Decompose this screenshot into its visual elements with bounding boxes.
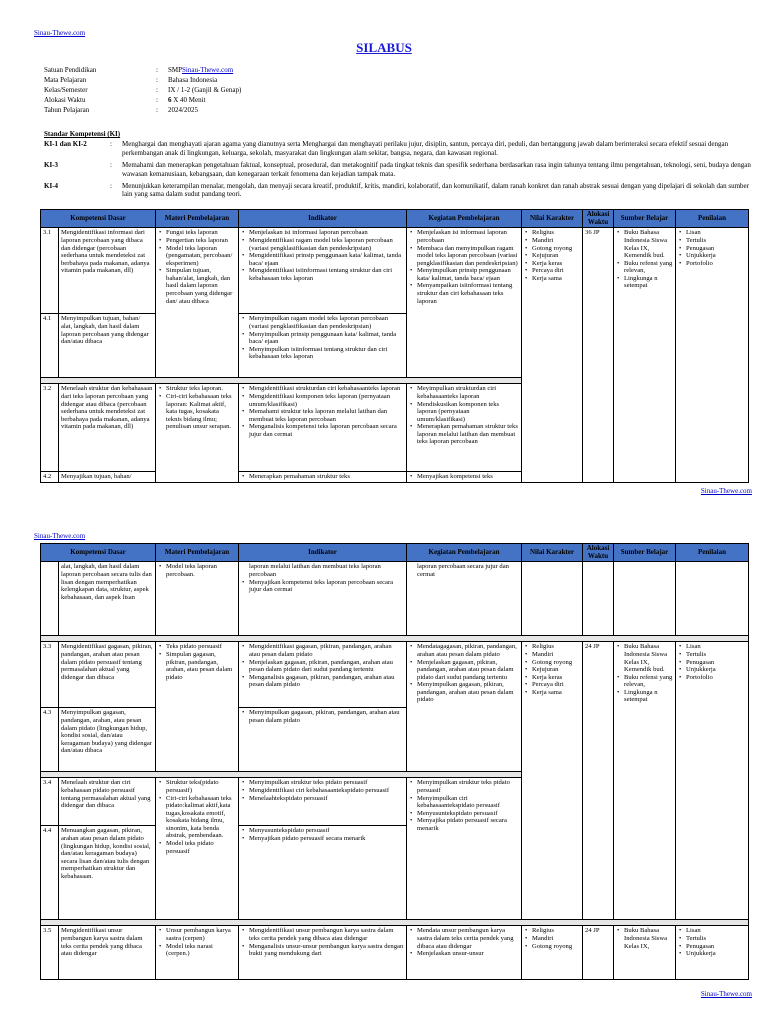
- list-item: • Menyimpulkan prinsip penggunaan kata/ kalimat, tanda baca/ ejaan: [241, 331, 404, 346]
- list-item: • Ciri-ciri kebahasaan teks pidato:kalimat aktif,kata tugas,kosakata emotif, kosakata bidang ilmu, sinonim, kata benda abstrak, pembendaan.: [158, 795, 236, 840]
- list-item: • Mengidentifikasi isiinformasi tentang struktur dan ciri kebahasaan teks laporan: [241, 267, 404, 282]
- list-item: • Unsur pembangun karya sastra (cerpen): [158, 927, 236, 942]
- table-cell: [239, 314, 407, 378]
- bullet-list: [524, 643, 580, 696]
- column-header: Kompetensi Dasar: [41, 544, 156, 562]
- list-item: • Menyampaikan isiinformasi tentang struktur dan ciri kebahasaan teks laporan: [409, 282, 519, 305]
- table-cell: 4.4: [41, 826, 59, 920]
- table-cell: 3.4: [41, 778, 59, 826]
- list-item: • Tertulis: [678, 237, 746, 245]
- table-cell: [676, 562, 749, 636]
- site-link-top[interactable]: Sinau-Thewe.com: [34, 29, 86, 37]
- table-cell: [239, 384, 407, 472]
- table-cell: [676, 642, 749, 920]
- list-item: • Menyimpulkan isiinformasi tentang struktur dan ciri kebahasaan teks laporan: [241, 346, 404, 361]
- list-item: • Tertulis: [678, 935, 746, 943]
- list-item: • Menyajika pidato persuasif secara menarik: [409, 817, 519, 832]
- list-item: • Kerja keras: [524, 260, 580, 268]
- list-item: • Simpulan gagasan, pikiran, pandangan, arahan, atau pesan dalam pidato: [158, 651, 236, 681]
- bullet-list: [158, 643, 236, 681]
- bullet-list: [524, 229, 580, 282]
- column-header: Nilai Karakter: [522, 210, 583, 228]
- list-item: • Menyimpulkan gagasan, pikiran, pandangan, arahan atau pesan dalam pidato: [409, 681, 519, 704]
- list-item: • Unjukkerja: [678, 252, 746, 260]
- school-value: SMPSinau-Thewe.com: [168, 66, 234, 74]
- bullet-list: [241, 315, 404, 360]
- list-item: • Menjelaskan gagasan, pikiran, pandangan, arahan atau pesan dalam pidato dari sudut pandang tertentu: [409, 659, 519, 682]
- kd-text: Mengidentifikasi gagasan, pikiran, pandangan, arahan atau pesan dalam pidato persuasif tentang permasalahan aktual yang didengar dan dibaca: [59, 642, 156, 708]
- bullet-list: [616, 229, 673, 290]
- table-cell: • Menerapkan pemahaman struktur teks: [239, 472, 407, 483]
- list-item: • Mengidentifikasi strukturdan ciri kebahasaanteks laporan: [241, 385, 404, 393]
- table-cell: laporan melalui latihan dan membuat teks laporan percobaan • Menyajikan kompetensi teks laporan percobaan secara jujur dan cermat: [239, 562, 407, 636]
- list-item: • Unjukkerja: [678, 666, 746, 674]
- identity-row: Tahun Pelajaran : 2024/2025: [44, 106, 198, 114]
- list-item: • Menyajikan pidato persuasif secara menarik: [241, 835, 404, 843]
- column-header: Penilaian: [676, 210, 749, 228]
- table-cell: [614, 228, 676, 483]
- list-item: • Menyimpulkan struktur teks pidato persuasif: [409, 779, 519, 794]
- list-item: • Menerapkan pemahaman struktur teks laporan melalui latihan dan membuat teks laporan percobaan: [409, 423, 519, 446]
- table-cell: [522, 926, 583, 980]
- list-item: • Kerja sama: [524, 275, 580, 283]
- table-cell: [239, 708, 407, 772]
- site-link-bottom[interactable]: Sinau-Thewe.com: [700, 487, 752, 495]
- column-header: Alokasi Waktu: [583, 544, 614, 562]
- column-header: Nilai Karakter: [522, 544, 583, 562]
- table-cell: [407, 926, 522, 980]
- bullet-list: [158, 385, 236, 430]
- list-item: • Menelaahtekspidato persuasif: [241, 795, 404, 803]
- bullet-list: [524, 927, 580, 950]
- table-cell: laporan percobaan secara jujur dan cermat: [407, 562, 522, 636]
- table-cell: [407, 642, 522, 772]
- list-item: • Portofolio: [678, 674, 746, 682]
- school-link[interactable]: Sinau-Thewe.com: [182, 66, 234, 74]
- list-item: • Simpulan tujuan, bahan/alat, langkah, dan hasil dalam laporan percobaan yang didengar dan/ atau dibaca: [158, 267, 236, 305]
- table-cell: [41, 562, 59, 636]
- list-item: • Unjukkerja: [678, 950, 746, 958]
- bullet-list: [678, 229, 746, 267]
- list-item: • Menyimpulkan ragam model teks laporan percobaan (variasi pengklasifikasian dan pendeskripsian): [241, 315, 404, 330]
- table-cell: [239, 228, 407, 314]
- list-item: • Buku Bahasa Indonesia Siswa Kelas IX, Kemendik bud.: [616, 643, 673, 673]
- bullet-list: [241, 709, 404, 724]
- list-item: • Buku Bahasa Indonesia Siswa Kelas IX,: [616, 927, 673, 950]
- list-item: • Lingkunga n setempat: [616, 275, 673, 290]
- column-header: Materi Pembelajaran: [156, 210, 239, 228]
- table-cell: [614, 562, 676, 636]
- bullet-list: [241, 579, 404, 594]
- list-item: • Mengidentifikasi ciri kebahasaantekspidato persuasif: [241, 787, 404, 795]
- column-header: Kegiatan Pembelajaran: [407, 544, 522, 562]
- list-item: • Mendatagagasan, pikiran, pandangan, arahan atau pesan dalam pidato: [409, 643, 519, 658]
- table-cell: [407, 384, 522, 472]
- bullet-list: [158, 229, 236, 305]
- bullet-list: [241, 827, 404, 842]
- list-item: • Model teks pidato persuasif: [158, 840, 236, 855]
- list-item: • Struktur teks(pidato persuasif): [158, 779, 236, 794]
- kd-text: Menelaah struktur dan ciri kebahasaan pidato persuasif tentang permasalahan aktual yang didengar dan dibaca: [59, 778, 156, 826]
- ki-row: KI-4 : Menunjukkan keterampilan menalar, mengolah, dan menyaji secara kreatif, produktif, kritis, mandiri, kolaboratif, dan komunikatif, dalam ranah konkret dan ranah abstrak sesuai dengan yang dipelajari di sekolah dan sumber lain yang sama dalam sudut pandang teori.: [44, 181, 749, 199]
- bullet-list: [409, 927, 519, 957]
- table-cell: [614, 642, 676, 920]
- identity-row: Alokasi Waktu : 6 X 40 Menit: [44, 96, 206, 104]
- list-item: • Model teks laporan (pengamatan, percobaan/ eksperimen): [158, 245, 236, 268]
- bullet-list: [241, 927, 404, 957]
- column-header: Sumber Belajar: [614, 544, 676, 562]
- ki-section: [44, 130, 752, 203]
- column-header: Kegiatan Pembelajaran: [407, 210, 522, 228]
- bullet-list: [241, 385, 404, 438]
- list-item: • Mengidentifikasi komponen teks laporan (pernyataan umum/klasifikasi): [241, 393, 404, 408]
- table-cell: [156, 926, 239, 980]
- list-item: • Mandiri: [524, 935, 580, 943]
- list-item: • Gotong royong: [524, 245, 580, 253]
- list-item: • Struktur teks laporan.: [158, 385, 236, 393]
- table-cell: [407, 228, 522, 378]
- identity-row: Satuan Pendidikan : SMPSinau-Thewe.com: [44, 66, 234, 74]
- table-cell: 4.3: [41, 708, 59, 772]
- column-header: Indikator: [239, 544, 407, 562]
- syllabus-table-2: [40, 543, 749, 980]
- list-item: • Mendata unsur pembangun karya sastra dalam teks cerita pendek yang dibaca atau didengar: [409, 927, 519, 950]
- column-header: Sumber Belajar: [614, 210, 676, 228]
- bullet-list: [409, 643, 519, 704]
- kd-text: Menuangkan gagasan, pikiran, arahan atau pesan dalam pidato (lingkungan hidup, kondisi sosial, dan/atau keragaman budaya) secara lisan dan/atau tulis dengan memperhatikan struktur dan kebahasaan.: [59, 826, 156, 920]
- kd-text: alat, langkah, dan hasil dalam laporan percobaan secara tulis dan lisan dengan memperhatikan kelengkapan data, struktur, aspek kebahasaan, dan aspek lisan: [59, 562, 156, 636]
- list-item: • Model teks narasi (cerpen.): [158, 943, 236, 958]
- bullet-list: [158, 927, 236, 957]
- list-item: • Mengidentifikasi ragam model teks laporan percobaan (variasi pengklasifikasian dan pendeskripsian): [241, 237, 404, 252]
- list-item: • Menyimpulkan struktur teks pidato persuasif: [241, 779, 404, 787]
- table-cell: 3.2: [41, 384, 59, 472]
- list-item: • Menyusuntekspidato persuasif: [241, 827, 404, 835]
- list-item: • Fungsi teks laporan: [158, 229, 236, 237]
- table-cell: [676, 228, 749, 483]
- table-cell: [156, 384, 239, 483]
- kd-text: Menyimpulkan tujuan, bahan/ alat, langkah, dan hasil dalam laporan percobaan yang didengar dan/atau dibaca: [59, 314, 156, 378]
- list-item: • Mendiskusikan komponen teks laporan (pernyataan umum/klasifikasi): [409, 401, 519, 424]
- list-item: • Kerja sama: [524, 689, 580, 697]
- column-header: Penilaian: [676, 544, 749, 562]
- list-item: • Mengidentifikasi prinsip penggunaan kata/ kalimat, tanda baca/ ejaan: [241, 252, 404, 267]
- column-header: Kompetensi Dasar: [41, 210, 156, 228]
- kd-text: Mengidentifikasi unsur pembangun karya sastra dalam teks cerita pendek yang dibaca atau didengar: [59, 926, 156, 980]
- list-item: • Kejujuran: [524, 666, 580, 674]
- table-cell: [239, 778, 407, 826]
- table-cell: 24 JP: [583, 926, 614, 980]
- table-cell: [676, 926, 749, 980]
- list-item: • Menganalisis kompetensi teks laporan percobaan secara jujur dan cermat: [241, 423, 404, 438]
- list-item: • Menganalisis gagasan, pikiran, pandangan, arahan atau pesan dalam pidato: [241, 674, 404, 689]
- list-item: • Mandiri: [524, 237, 580, 245]
- table-cell: 4.2: [41, 472, 59, 483]
- list-item: • Buku Bahasa Indonesia Siswa Kelas IX, Kemendik bud.: [616, 229, 673, 259]
- list-item: • Menjelaskan unsur-unsur: [409, 950, 519, 958]
- list-item: • Religius: [524, 643, 580, 651]
- list-item: • Menjelaskan isi informasi laporan percobaan: [241, 229, 404, 237]
- list-item: • Ciri-ciri kebahasaan teks laporan: Kalimat aktif, kata tugas, kosakata teknis bidang ilmu; penulisan unsur serapan.: [158, 393, 236, 431]
- list-item: • Lingkunga n setempat: [616, 689, 673, 704]
- table-cell: [614, 926, 676, 980]
- list-item: • Menyusuntekspidato persuasif: [409, 810, 519, 818]
- list-item: • Penugasan: [678, 659, 746, 667]
- kd-text: Menelaah struktur dan kebahasaan dari teks laporan percobaan yang didengar atau dibaca (percobaan sederhana untuk mendeteksi zat berbahaya pada makanan, adanya vitamin pada makanan, dll): [59, 384, 156, 472]
- site-link-bottom-page2[interactable]: Sinau-Thewe.com: [700, 990, 752, 998]
- table-cell: 3.1: [41, 228, 59, 314]
- list-item: • Penugasan: [678, 943, 746, 951]
- kd-text: Menyajikan tujuan, bahan/: [59, 472, 156, 483]
- list-item: • Menyimpulkan ciri kebahasaantekspidato persuasif: [409, 795, 519, 810]
- table-cell: [522, 562, 583, 636]
- table-cell: • Model teks laporan percobaan.: [156, 562, 239, 636]
- kd-text: Menyimpulkan gagasan, pandangan, arahan, atau pesan dalam pidato (lingkungan hidup, kondisi sosial, dan/atau keragaman budaya) yang didengar dan/atau dibaca: [59, 708, 156, 772]
- list-item: • Percaya diri: [524, 681, 580, 689]
- table-cell: [156, 228, 239, 378]
- bullet-list: [158, 779, 236, 855]
- ki-row: KI-3 : Memahami dan menerapkan pengetahuan faktual, konseptual, prosedural, dan metakognitif pada tingkat teknis dan spesifik sederhana berdasarkan rasa ingin tahunya tentang ilmu pengetahuan, teknologi, seni, budaya dengan wawasan kemanusiaan, kebangsaan, dan kenegaraan terkait fenomena dan kejadian tampak mata.: [44, 161, 751, 178]
- bullet-list: [678, 927, 746, 957]
- column-header: Indikator: [239, 210, 407, 228]
- column-header: Alokasi Waktu: [583, 210, 614, 228]
- time-value: 6 X 40 Menit: [168, 96, 206, 104]
- list-item: • Mandiri: [524, 651, 580, 659]
- identity-row: Kelas/Semester : IX / 1-2 (Ganjil & Genap): [44, 86, 242, 94]
- list-item: • Mengidentifikasi unsur pembangun karya sastra dalam teks cerita pendek yang dibaca atau didengar: [241, 927, 404, 942]
- ki-row: KI-1 dan KI-2 : Menghargai dan menghayati ajaran agama yang dianutnya serta Menghargai dan menghayati perilaku jujur, disiplin, santun, percaya diri, peduli, dan bertanggung jawab dalam berinteraksi secara efektif sesuai dengan perkembangan anak di lingkungan, keluarga, sekolah, masyarakat dan lingkungan alam sekitar, bangsa, negara, dan kawasan regional.: [44, 140, 729, 157]
- bullet-list: [241, 229, 404, 282]
- table-cell: [156, 778, 239, 920]
- list-item: • Menjelaskan gagasan, pikiran, pandangan, arahan atau pesan dalam pidato dari sudut pandang tertentu: [241, 659, 404, 674]
- list-item: • Portofolio: [678, 260, 746, 268]
- bullet-list: [241, 779, 404, 802]
- list-item: • Penugasan: [678, 245, 746, 253]
- column-header: Materi Pembelajaran: [156, 544, 239, 562]
- list-item: • Lisan: [678, 927, 746, 935]
- table-cell: 36 JP: [583, 228, 614, 483]
- table-cell: 3.3: [41, 642, 59, 708]
- table-cell: [522, 642, 583, 920]
- list-item: • Percaya diri: [524, 267, 580, 275]
- list-item: • Menyimpulkan prinsip penggunaan kata/ kalimat, tanda baca/ ejaan: [409, 267, 519, 282]
- bullet-list: [616, 643, 673, 704]
- table-cell: 3.5: [41, 926, 59, 980]
- table-cell: [522, 228, 583, 483]
- list-item: • Menganalisis unsur-unsur pembangun karya sastra dengan bukti yang mendukung dari: [241, 943, 404, 958]
- list-item: • Teks pidato persuasif: [158, 643, 236, 651]
- site-link-top-page2[interactable]: Sinau-Thewe.com: [34, 532, 86, 540]
- list-item: • Religius: [524, 927, 580, 935]
- table-cell: 4.1: [41, 314, 59, 378]
- table-cell: 24 JP: [583, 642, 614, 920]
- table-cell: [156, 642, 239, 772]
- syllabus-table-1: [40, 209, 749, 483]
- list-item: • Pengertian teks laporan: [158, 237, 236, 245]
- list-item: • Buku refensi yang relevan,: [616, 260, 673, 275]
- list-item: • Kejujuran: [524, 252, 580, 260]
- list-item: • Mengidentifikasi gagasan, pikiran, pandangan, arahan atau pesan dalam pidato: [241, 643, 404, 658]
- bullet-list: [616, 927, 673, 950]
- list-item: • Buku refensi yang relevan,: [616, 674, 673, 689]
- list-item: • Lisan: [678, 229, 746, 237]
- bullet-list: [409, 779, 519, 832]
- bullet-list: [409, 385, 519, 446]
- list-item: • Religius: [524, 229, 580, 237]
- identity-block: [44, 66, 724, 116]
- list-item: • Menyajikan kompetensi teks laporan percobaan secara jujur dan cermat: [241, 579, 404, 594]
- list-item: • Memahami struktur teks laporan melalui latihan dan membuat teks laporan percobaan: [241, 408, 404, 423]
- list-item: • Meyimpulkan strukturdan ciri kebahasaanteks laporan: [409, 385, 519, 400]
- list-item: • Tertulis: [678, 651, 746, 659]
- list-item: • Menjelaskan isi informasi laporan percobaan: [409, 229, 519, 244]
- list-item: • Lisan: [678, 643, 746, 651]
- list-item: • Kerja keras: [524, 674, 580, 682]
- table-cell: [239, 642, 407, 708]
- table-cell: • Menyajikan kompetensi teks: [407, 472, 522, 483]
- table-cell: [239, 826, 407, 920]
- kd-text: Mengidentifikasi informasi dari laporan percobaan yang dibaca dan didengar (percobaan sederhana untuk mendeteksi zat berbahaya pada makanan, adanya vitamin pada makanan, dll): [59, 228, 156, 314]
- table-cell: [583, 562, 614, 636]
- bullet-list: [241, 643, 404, 688]
- list-item: • Gotong royong: [524, 659, 580, 667]
- bullet-list: [409, 229, 519, 305]
- list-item: • Menyimpulkan gagasan, pikiran, pandangan, arahan atau pesan dalam pidato: [241, 709, 404, 724]
- ki-heading: Standar Kompetensi (KI): [44, 130, 121, 138]
- list-item: • Membaca dan menyimpulkan ragam model teks laporan percobaan (variasi pengklasifikasian dan pendeskripsian): [409, 245, 519, 268]
- bullet-list: [678, 643, 746, 681]
- list-item: • Gotong royong: [524, 943, 580, 951]
- identity-row: Mata Pelajaran : Bahasa Indonesia: [44, 76, 218, 84]
- page-title: SILABUS: [356, 40, 412, 55]
- table-cell: [407, 778, 522, 920]
- table-cell: [239, 926, 407, 980]
